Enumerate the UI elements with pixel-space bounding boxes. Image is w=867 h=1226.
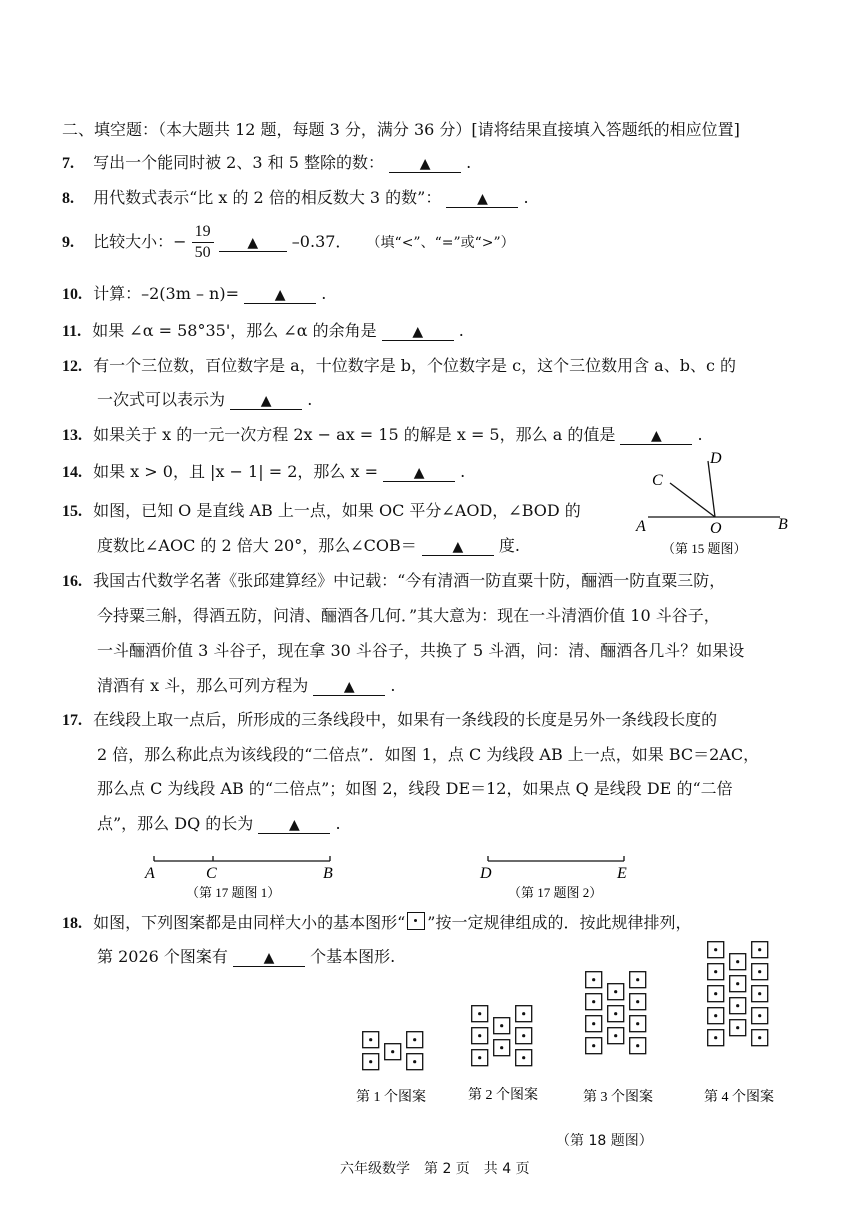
answer-blank[interactable]: ▲ xyxy=(382,324,454,341)
pattern-4-cell xyxy=(730,998,746,1014)
question-number: 14. xyxy=(62,464,82,481)
pattern-3-cell xyxy=(586,994,602,1010)
question-17 xyxy=(62,710,717,731)
punctuation: 度. xyxy=(498,536,521,555)
question-text: 如果 x > 0，且 |x − 1| = 2，那么 x = xyxy=(93,462,378,481)
figure-18-caption: （第 18 题图） xyxy=(556,1133,653,1149)
answer-blank[interactable]: ▲ xyxy=(422,539,494,556)
question-text: 我国古代数学名著《张邱建算经》中记载：“今有清酒一防直粟十防，酾酒一防直粟三防， xyxy=(93,571,726,590)
question-number: 11. xyxy=(62,323,82,340)
question-text: 有一个三位数，百位数字是 a，十位数字是 b，个位数字是 c，这个三位数用含 a、b、c 的 xyxy=(93,356,737,375)
fraction-numerator: 19 xyxy=(192,222,214,243)
question-17-line2: 2 倍，那么称此点为该线段的“二倍点”．如图 1，点 C 为线段 AB 上一点，如果 BC＝2AC， xyxy=(97,745,760,764)
fraction-denominator: 50 xyxy=(194,244,211,261)
pattern-1-cell xyxy=(407,1032,423,1048)
question-text: 用代数式表示“比 x 的 2 倍的相反数大 3 的数”： xyxy=(93,188,442,207)
question-16-line3: 一斗酾酒价值 3 斗谷子，现在拿 30 斗谷子，共换了 5 斗酒，问：清、酾酒各几斗？如果设 xyxy=(97,641,745,660)
ray-od xyxy=(708,461,715,517)
pattern-4-cell xyxy=(708,964,724,980)
label-c: C xyxy=(206,865,217,882)
figure-caption: （第 17 题图 1） xyxy=(186,885,281,900)
fraction xyxy=(192,222,214,263)
pattern-4-cell xyxy=(752,942,768,958)
pattern-3-cell xyxy=(586,972,602,988)
question-text: 度数比∠AOC 的 2 倍大 20°，那么∠COB＝ xyxy=(97,536,417,555)
pattern-2-cell xyxy=(472,1028,488,1044)
pattern-3-cell xyxy=(608,984,624,1000)
question-text-after: –0.37． xyxy=(291,232,352,251)
page-footer: 六年级数学 第 2 页 共 4 页 xyxy=(340,1161,530,1177)
ray-oc xyxy=(670,483,715,517)
question-17-line4 xyxy=(97,814,341,834)
question-number: 16. xyxy=(62,573,82,590)
question-13 xyxy=(62,425,703,446)
question-text: 如图，下列图案都是由同样大小的基本图形“ xyxy=(93,913,406,932)
pattern-2-cell xyxy=(516,1028,532,1044)
answer-blank[interactable]: ▲ xyxy=(446,191,518,208)
pattern-3-cell xyxy=(586,1016,602,1032)
question-number: 18. xyxy=(62,915,82,932)
question-number: 17. xyxy=(62,712,82,729)
question-10 xyxy=(62,284,326,305)
answer-blank[interactable]: ▲ xyxy=(244,287,316,304)
answer-blank[interactable]: ▲ xyxy=(620,428,692,445)
figure-17-1 xyxy=(140,848,350,900)
pattern-4-cell xyxy=(708,942,724,958)
question-text: 如果关于 x 的一元一次方程 2x − ax = 15 的解是 x = 5，那么 a 的值是 xyxy=(93,425,616,444)
question-number: 9. xyxy=(62,234,74,251)
figure-15 xyxy=(630,445,805,560)
question-text: 比较大小：− xyxy=(93,232,187,251)
answer-blank[interactable]: ▲ xyxy=(389,156,461,173)
question-16-line4 xyxy=(97,676,395,696)
question-text: 一次式可以表示为 xyxy=(97,390,226,409)
question-number: 8. xyxy=(62,190,74,207)
question-text: 点”，那么 DQ 的长为 xyxy=(97,814,254,833)
question-9 xyxy=(62,222,515,263)
label-b: B xyxy=(778,516,788,533)
pattern-caption-1: 第 1 个图案 xyxy=(356,1090,426,1105)
question-18 xyxy=(62,912,691,934)
question-15 xyxy=(62,501,581,522)
pattern-3-cell xyxy=(608,1006,624,1022)
pattern-4-cell xyxy=(752,986,768,1002)
answer-blank[interactable]: ▲ xyxy=(233,950,305,967)
question-text: 计算：–2(3m – n)= xyxy=(93,284,239,303)
question-16-line2: 今持粟三斛，得酒五防，问清、酾酒各几何．”其大意为：现在一斗清酒价值 10 斗谷子， xyxy=(97,606,720,625)
figure-18-patterns xyxy=(350,935,800,1110)
question-number: 7. xyxy=(62,155,74,172)
answer-blank[interactable]: ▲ xyxy=(230,393,302,410)
pattern-2-cell xyxy=(472,1050,488,1066)
pattern-4-cell xyxy=(708,1008,724,1024)
question-number: 13. xyxy=(62,427,82,444)
label-o: O xyxy=(710,520,722,537)
pattern-caption-2: 第 2 个图案 xyxy=(468,1088,538,1103)
punctuation: . xyxy=(390,676,396,695)
pattern-4-cell xyxy=(708,1030,724,1046)
pattern-4-cell xyxy=(730,954,746,970)
label-e: E xyxy=(617,865,627,882)
pattern-1-cell xyxy=(407,1054,423,1070)
question-text: ”按一定规律组成的．按此规律排列， xyxy=(427,913,692,932)
pattern-3-cell xyxy=(630,994,646,1010)
question-7 xyxy=(62,153,471,174)
pattern-2-cell xyxy=(494,1018,510,1034)
punctuation: . xyxy=(335,814,341,833)
pattern-2-cell xyxy=(516,1006,532,1022)
pattern-4-cell xyxy=(708,986,724,1002)
pattern-4-cell xyxy=(752,964,768,980)
pattern-4-cell xyxy=(730,1020,746,1036)
pattern-4-cell xyxy=(752,1030,768,1046)
punctuation: . xyxy=(697,425,703,444)
punctuation: . xyxy=(321,284,327,303)
pattern-2-cell xyxy=(472,1006,488,1022)
question-11 xyxy=(62,321,464,342)
question-12 xyxy=(62,356,736,377)
pattern-4-cell xyxy=(730,976,746,992)
label-d: D xyxy=(480,865,492,882)
pattern-2-cell xyxy=(494,1040,510,1056)
answer-blank[interactable]: ▲ xyxy=(219,235,287,252)
punctuation: . xyxy=(523,188,529,207)
question-number: 10. xyxy=(62,286,82,303)
question-text: 写出一个能同时被 2、3 和 5 整除的数： xyxy=(93,153,384,172)
punctuation: . xyxy=(307,390,313,409)
question-text: 在线段上取一点后，所形成的三条线段中，如果有一条线段的长度是另外一条线段长度的 xyxy=(93,710,718,729)
answer-blank[interactable]: ▲ xyxy=(313,679,385,696)
pattern-caption-4: 第 4 个图案 xyxy=(704,1090,774,1105)
pattern-3-cell xyxy=(630,1038,646,1054)
label-a: A xyxy=(145,865,155,882)
pattern-1-cell xyxy=(363,1054,379,1070)
figure-caption: （第 15 题图） xyxy=(662,541,747,556)
question-text: 第 2026 个图案有 xyxy=(97,947,228,966)
pattern-1-cell xyxy=(385,1044,401,1060)
answer-blank[interactable]: ▲ xyxy=(383,465,455,482)
question-text: 如图，已知 O 是直线 AB 上一点，如果 OC 平分∠AOD，∠BOD 的 xyxy=(93,501,581,520)
figure-17-2 xyxy=(476,848,641,900)
punctuation: . xyxy=(458,321,464,340)
question-8 xyxy=(62,188,529,209)
basic-shape-icon xyxy=(407,912,425,930)
label-a: A xyxy=(636,518,646,535)
punctuation: . xyxy=(466,153,472,172)
question-text: 个基本图形. xyxy=(310,947,396,966)
label-d: D xyxy=(710,450,722,467)
question-text: 清酒有 x 斗，那么可列方程为 xyxy=(97,676,309,695)
pattern-2-cell xyxy=(516,1050,532,1066)
figure-caption: （第 17 题图 2） xyxy=(508,885,603,900)
label-b: B xyxy=(323,865,333,882)
question-14 xyxy=(62,462,465,483)
question-text: 如果 ∠α = 58°35'，那么 ∠α 的余角是 xyxy=(92,321,377,340)
punctuation: . xyxy=(460,462,466,481)
pattern-3-cell xyxy=(608,1028,624,1044)
question-17-line3: 那么点 C 为线段 AB 的“二倍点”；如图 2，线段 DE＝12，如果点 Q 是线段 DE 的“二倍 xyxy=(97,779,733,798)
question-number: 12. xyxy=(62,358,82,375)
answer-blank[interactable]: ▲ xyxy=(258,817,330,834)
label-c: C xyxy=(652,472,663,489)
question-16 xyxy=(62,571,725,592)
question-12-line2 xyxy=(97,390,312,410)
question-15-line2 xyxy=(97,536,520,556)
pattern-3-cell xyxy=(630,972,646,988)
pattern-4-cell xyxy=(752,1008,768,1024)
pattern-3-cell xyxy=(630,1016,646,1032)
question-hint: （填“<”、“=”或“>”） xyxy=(366,235,515,251)
pattern-3-cell xyxy=(586,1038,602,1054)
question-number: 15. xyxy=(62,503,82,520)
section-heading: 二、填空题：（本大题共 12 题，每题 3 分，满分 36 分）[请将结果直接填入答题纸的相应位置] xyxy=(62,120,740,139)
pattern-caption-3: 第 3 个图案 xyxy=(583,1090,653,1105)
pattern-1-cell xyxy=(363,1032,379,1048)
